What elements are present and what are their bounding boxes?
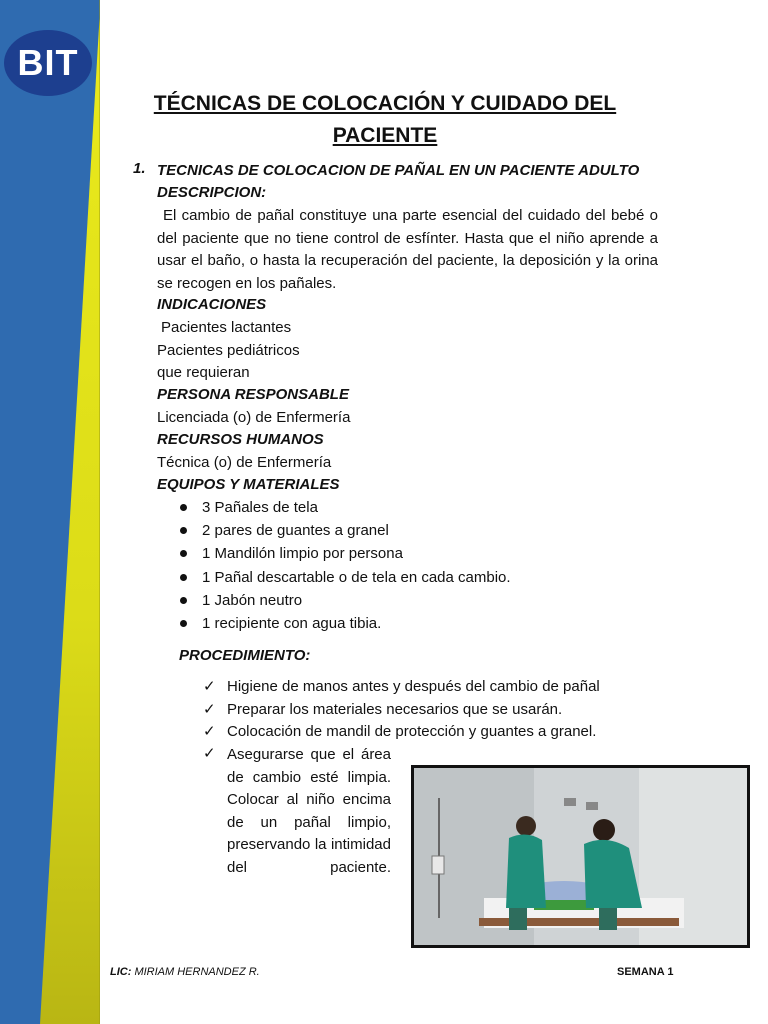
- sidebar-graphic: [0, 0, 100, 1024]
- section-number: 1.: [133, 160, 146, 177]
- list-item: [178, 542, 511, 565]
- human-resources-label: RECURSOS HUMANOS: [157, 431, 324, 448]
- equipment-item: 2 pares de guantes a granel: [202, 522, 389, 540]
- bullet-icon: [180, 574, 187, 581]
- nurses-changing-diaper-photo: [411, 765, 750, 948]
- footer-author: [110, 966, 260, 978]
- checkmark-icon: ✓: [203, 723, 216, 740]
- footer-lic-label: LIC:: [110, 966, 132, 978]
- list-item: [203, 676, 600, 699]
- equipment-item: 1 recipiente con agua tibia.: [202, 615, 382, 633]
- footer-author-name: MIRIAM HERNANDEZ R.: [134, 966, 260, 978]
- list-item: [178, 496, 511, 519]
- indication-item: Pacientes lactantes: [161, 319, 292, 336]
- title-line-2: PACIENTE: [332, 124, 438, 147]
- description-text: El cambio de pañal constituye una parte esencial del cuidado del bebé o del paciente que no tiene control de esfínter. Hasta que el niño aprende a usar el baño, o hasta la recuperación del paciente, la deposición y la orina se recogen en los pañales.: [157, 207, 658, 293]
- equipment-item: 1 Mandilón limpio por persona: [202, 545, 403, 563]
- indication-item: Pacientes pediátricos: [157, 342, 300, 359]
- list-item: [178, 566, 511, 589]
- procedure-step: Colocación de mandil de protección y guantes a granel.: [227, 723, 597, 740]
- bullet-icon: [180, 550, 187, 557]
- checkmark-icon: ✓: [203, 700, 216, 718]
- equipment-label: EQUIPOS Y MATERIALES: [157, 476, 340, 493]
- bullet-icon: [180, 597, 187, 604]
- procedure-label: PROCEDIMIENTO:: [179, 647, 311, 664]
- equipment-item: 1 Jabón neutro: [202, 591, 303, 609]
- list-item: [178, 612, 511, 635]
- list-item: [178, 519, 511, 542]
- equipment-item: 1 Pañal descartable o de tela en cada cambio.: [202, 568, 511, 586]
- indications-label: INDICACIONES: [157, 296, 267, 313]
- procedure-step: Preparar los materiales necesarios que se usarán.: [227, 700, 563, 718]
- logo-badge: [4, 30, 92, 96]
- checkmark-icon: ✓: [203, 678, 216, 695]
- bullet-icon: [180, 504, 187, 511]
- list-item: [203, 721, 600, 744]
- responsible-label: PERSONA RESPONSABLE: [157, 386, 349, 403]
- equipment-list: [178, 496, 511, 635]
- checkmark-icon: ✓: [203, 745, 216, 762]
- list-item: [178, 589, 511, 612]
- page-title: [120, 88, 650, 152]
- title-line-1: TÉCNICAS DE COLOCACIÓN Y CUIDADO DEL: [153, 92, 617, 115]
- procedure-step: Higiene de manos antes y después del cambio de pañal: [227, 678, 600, 695]
- procedure-list: [203, 676, 600, 744]
- human-resources-value: Técnica (o) de Enfermería: [157, 454, 332, 471]
- footer-week: SEMANA 1: [617, 966, 674, 978]
- responsible-value: Licenciada (o) de Enfermería: [157, 409, 351, 426]
- description-label: DESCRIPCION:: [157, 184, 267, 201]
- sidebar-decoration: [0, 0, 100, 1024]
- bullet-icon: [180, 620, 187, 627]
- logo-text: BIT: [17, 42, 79, 83]
- procedure-step: Asegurarse que el área de cambio esté limpia. Colocar al niño encima de un pañal limpio, preservando la intimidad del paciente.: [227, 746, 391, 876]
- equipment-item: 3 Pañales de tela: [202, 499, 318, 516]
- photo-illustration: [414, 768, 747, 945]
- indication-item: que requieran: [157, 364, 250, 381]
- list-item: [203, 699, 600, 722]
- bullet-icon: [180, 527, 187, 534]
- section-heading: TECNICAS DE COLOCACION DE PAÑAL EN UN PACIENTE ADULTO: [157, 162, 640, 179]
